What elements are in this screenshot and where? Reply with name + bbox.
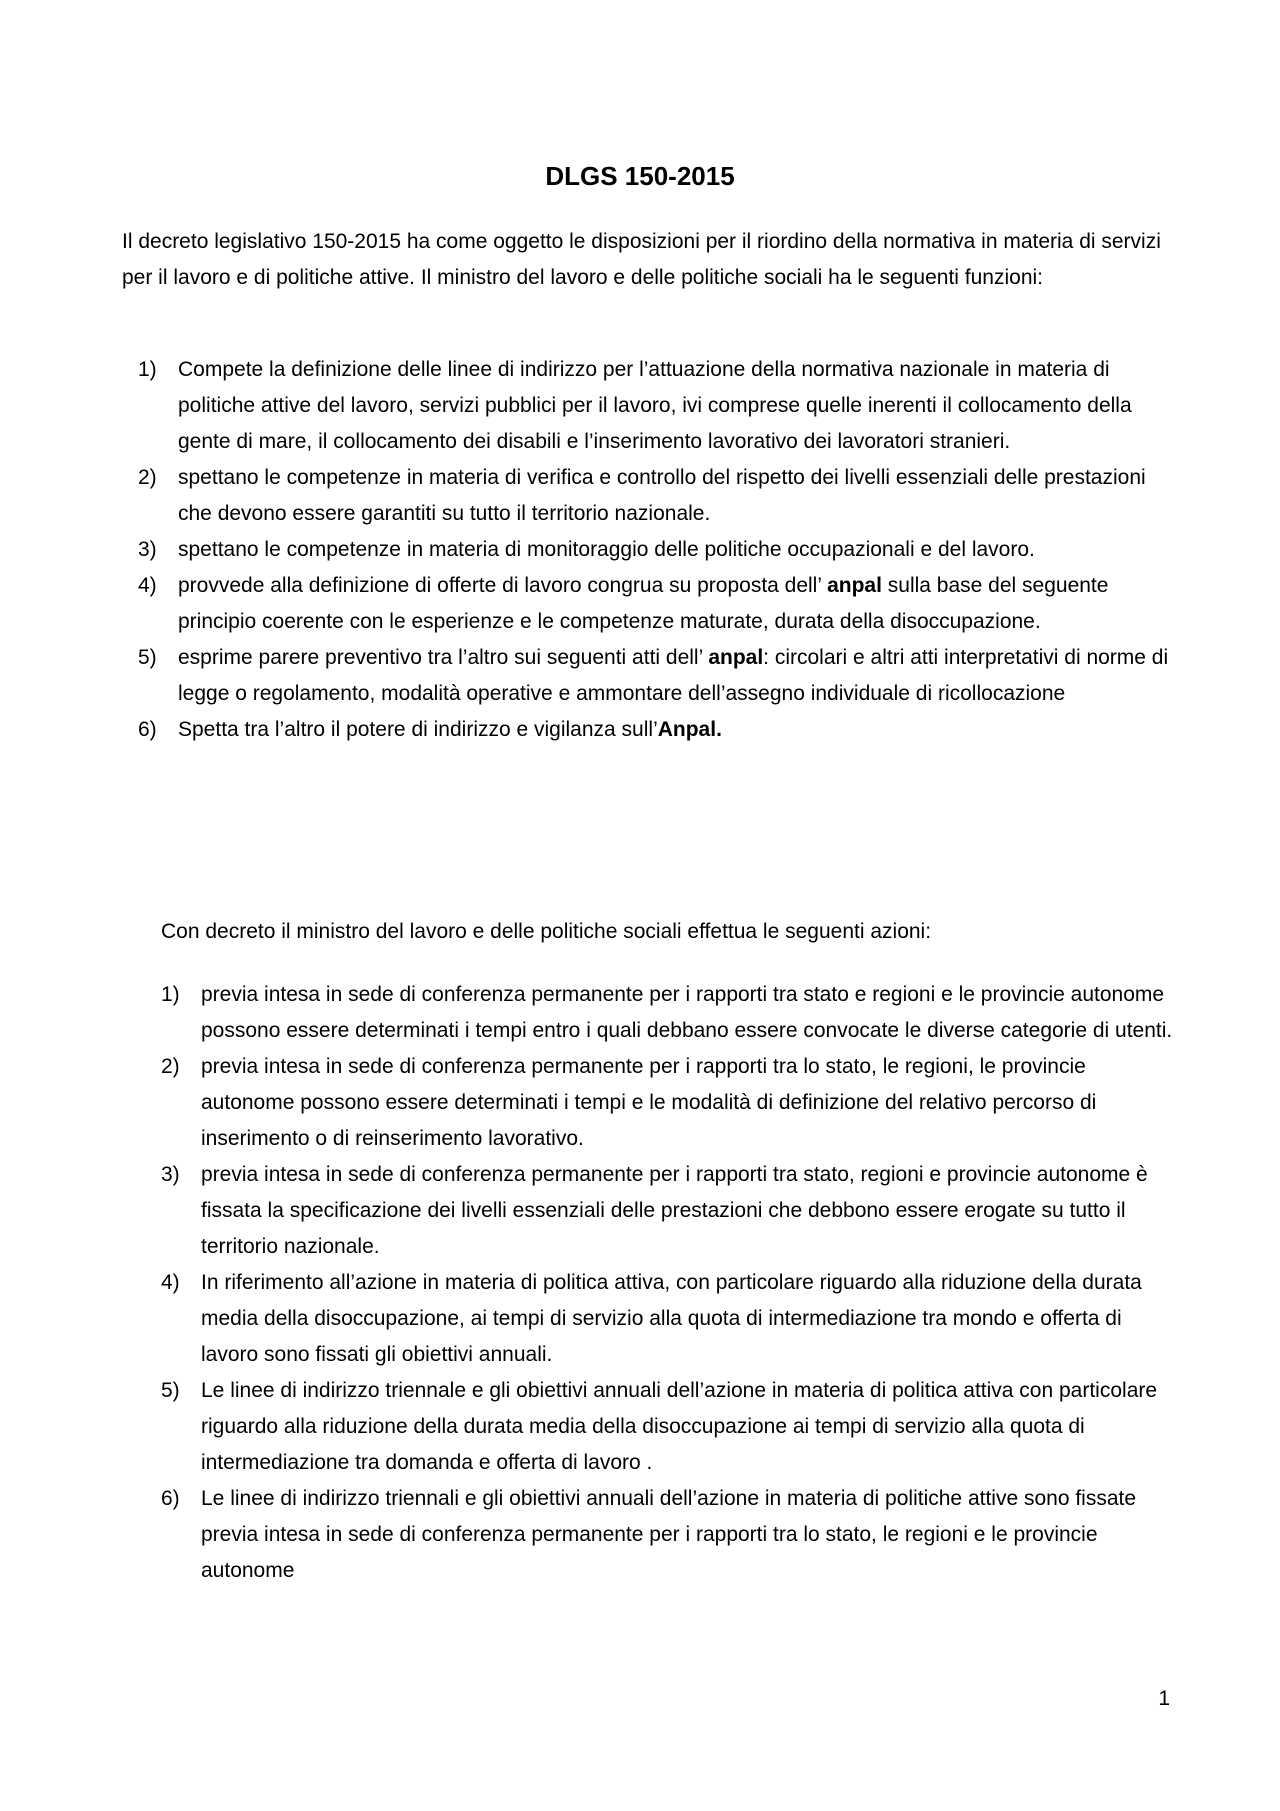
list-item-text: Le linee di indirizzo triennali e gli obiettivi annuali dell’azione in materia di politiche attive sono fissate previa intesa in sede di conferenza permanente per i rapporti tra lo stato, le regioni e le provincie autonome [201, 1487, 1137, 1582]
list-item-number: 1) [161, 983, 180, 1006]
list-item [138, 640, 1180, 712]
list-item-text: Le linee di indirizzo triennale e gli obiettivi annuali dell’azione in materia di politica attiva con particolare riguardo alla riduzione della durata media della disoccupazione ai tempi di servizio alla quota di intermediazione tra domanda e offerta di lavoro . [201, 1379, 1158, 1474]
functions-list [138, 352, 1180, 748]
list-item-number: 4) [161, 1271, 180, 1294]
list-item-text: esprime parere preventivo tra l’altro sui seguenti atti dell’ [178, 646, 709, 669]
list-item [161, 1373, 1180, 1481]
list-item [138, 460, 1180, 532]
list-item-text: sulla base del seguente principio coerente con le esperienze e le competenze maturate, durata della disoccupazione. [178, 574, 1109, 633]
list-item-number: 5) [138, 646, 157, 669]
intro-paragraph: Il decreto legislativo 150-2015 ha come oggetto le disposizioni per il riordino della normativa in materia di servizi per il lavoro e di politiche attive. Il ministro del lavoro e delle politiche sociali ha le seguenti funzioni: [122, 230, 1161, 289]
list-item [161, 977, 1180, 1049]
section-intro-paragraph: Con decreto il ministro del lavoro e delle politiche sociali effettua le seguenti azioni: [161, 920, 932, 943]
list-item-text: provvede alla definizione di offerte di lavoro congrua su proposta dell’ [178, 574, 828, 597]
list-item [161, 1481, 1180, 1589]
bold-term: anpal [708, 646, 764, 669]
bold-term: anpal [827, 574, 882, 597]
list-item-number: 6) [161, 1487, 180, 1510]
list-item-text: : circolari e altri atti interpretativi di norme di legge o regolamento, modalità operative e ammontare dell’assegno individuale di ricollocazione [178, 646, 1169, 705]
list-item-text: In riferimento all’azione in materia di politica attiva, con particolare riguardo alla riduzione della durata media della disoccupazione, ai tempi di servizio alla quota di intermediazione tra mondo e offerta di lavoro sono fissati gli obiettivi annuali. [201, 1271, 1142, 1366]
list-item [138, 712, 1180, 748]
list-item [161, 1049, 1180, 1157]
list-item-text: previa intesa in sede di conferenza permanente per i rapporti tra stato, regioni e provincie autonome è fissata la specificazione dei livelli essenziali delle prestazioni che debbono essere erogate su tutto il territorio nazionale. [201, 1163, 1148, 1258]
list-item-text: Spetta tra l’altro il potere di indirizzo e vigilanza sull’ [178, 718, 658, 741]
actions-list [161, 977, 1180, 1589]
list-item [138, 568, 1180, 640]
list-item [138, 532, 1180, 568]
list-item-number: 6) [138, 718, 157, 741]
list-item-text: spettano le competenze in materia di verifica e controllo del rispetto dei livelli essenziali delle prestazioni che devono essere garantiti su tutto il territorio nazionale. [178, 466, 1146, 525]
list-item-text: spettano le competenze in materia di monitoraggio delle politiche occupazionali e del lavoro. [178, 538, 1035, 561]
list-item [161, 1265, 1180, 1373]
list-item-number: 1) [138, 358, 157, 381]
list-item-number: 5) [161, 1379, 180, 1402]
list-item-number: 2) [161, 1055, 180, 1078]
list-item-number: 3) [138, 538, 157, 561]
list-item-number: 3) [161, 1163, 180, 1186]
list-item-text: previa intesa in sede di conferenza permanente per i rapporti tra stato e regioni e le provincie autonome possono essere determinati i tempi entro i quali debbano essere convocate le diverse categorie di utenti. [201, 983, 1173, 1042]
bold-term: Anpal. [657, 718, 722, 741]
list-item-number: 2) [138, 466, 157, 489]
list-item [138, 352, 1180, 460]
list-item-text: previa intesa in sede di conferenza permanente per i rapporti tra lo stato, le regioni, le provincie autonome possono essere determinati i tempi e le modalità di definizione del relativo percorso di inserimento o di reinserimento lavorativo. [201, 1055, 1097, 1150]
list-item [161, 1157, 1180, 1265]
list-item-number: 4) [138, 574, 157, 597]
page-number: 1 [1158, 1687, 1170, 1710]
document-title: DLGS 150-2015 [545, 161, 735, 191]
list-item-text: Compete la definizione delle linee di indirizzo per l’attuazione della normativa nazionale in materia di politiche attive del lavoro, servizi pubblici per il lavoro, ivi comprese quelle inerenti il collocamento della gente di mare, il collocamento dei disabili e l’inserimento lavorativo dei lavoratori stranieri. [178, 358, 1132, 453]
